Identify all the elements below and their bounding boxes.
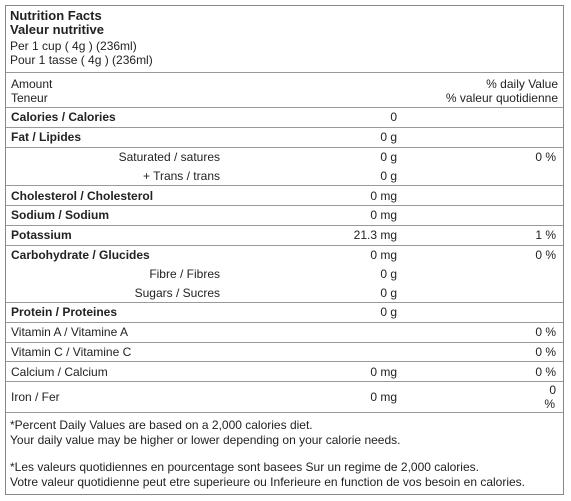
table-row [6, 322, 563, 342]
table-row [6, 147, 563, 166]
nutrient-amount: 0 g [380, 266, 397, 281]
nutrient-dv [403, 264, 563, 283]
nutrient-label: Fat / Lipides [6, 127, 224, 147]
table-row [6, 108, 563, 128]
table-row [6, 186, 563, 206]
dv-label-en: % daily Value [486, 77, 558, 91]
nutrient-dv [403, 205, 563, 225]
nutrient-label: Calcium / Calcium [6, 362, 224, 382]
serving-size-en: Per 1 cup ( 4g ) (236ml) [10, 39, 137, 53]
nutrient-dv [403, 108, 563, 128]
nutrient-label: Sodium / Sodium [6, 205, 224, 225]
column-header-row [6, 73, 563, 108]
nutrient-label: Potassium [6, 225, 224, 245]
nutrient-amount: 0 mg [224, 186, 403, 206]
dv-label-fr: % valeur quotidienne [445, 91, 558, 105]
nutrient-dv [403, 166, 563, 185]
nutrient-dv-unit: % [544, 397, 555, 412]
daily-value-header [403, 73, 563, 108]
nutrient-label: Sugars / Sucres [134, 285, 220, 300]
amount-header [6, 73, 224, 108]
title-en: Nutrition Facts [10, 8, 102, 23]
nutrition-facts-panel [5, 5, 564, 495]
nutrient-dv: 0 % [403, 245, 563, 264]
table-row [6, 283, 563, 302]
table-row [6, 166, 563, 185]
nutrient-amount: 0 mg [224, 205, 403, 225]
nutrient-amount: 0 mg [224, 362, 403, 382]
nutrient-dv [403, 186, 563, 206]
nutrient-dv: 0 % [403, 147, 563, 166]
footnote [6, 412, 563, 490]
nutrient-label: Carbohydrate / Glucides [6, 245, 224, 264]
table-row [6, 127, 563, 147]
table-row [6, 342, 563, 362]
nutrient-label: Vitamin C / Vitamine C [6, 342, 224, 362]
table-row [6, 245, 563, 264]
nutrient-label: Cholesterol / Cholesterol [6, 186, 224, 206]
nutrient-amount: 0 g [380, 168, 397, 183]
nutrient-dv [403, 127, 563, 147]
nutrient-dv: 0 % [403, 362, 563, 382]
table-row [6, 225, 563, 245]
nutrient-dv [403, 382, 563, 413]
nutrient-dv-value: 0 [549, 383, 556, 398]
nutrient-label: Protein / Proteines [6, 302, 224, 322]
table-row [6, 205, 563, 225]
nutrient-dv: 0 % [403, 342, 563, 362]
nutrient-amount: 0 g [380, 285, 397, 300]
nutrient-label: Saturated / satures [6, 147, 224, 166]
nutrient-amount: 0 [224, 108, 403, 128]
title-fr: Valeur nutritive [10, 22, 104, 37]
nutrient-label: Calories / Calories [6, 108, 224, 128]
nutrient-amount [224, 322, 403, 342]
nutrient-amount: 0 g [224, 127, 403, 147]
table-row [6, 302, 563, 322]
nutrient-amount: 0 mg [224, 382, 403, 413]
nutrient-label: Iron / Fer [6, 382, 224, 413]
footnote-fr-1: *Les valeurs quotidiennes en pourcentage sont basees Sur un regime de 2,000 calories. [10, 460, 479, 475]
nutrient-dv: 1 % [403, 225, 563, 245]
serving-size-fr: Pour 1 tasse ( 4g ) (236ml) [10, 53, 153, 67]
nutrient-dv: 0 % [403, 322, 563, 342]
footnote-fr-2: Votre valeur quotidienne peut etre superieure ou Inferieure en function de vos besoin en calories. [10, 475, 526, 490]
nutrient-amount: 0 g [224, 302, 403, 322]
nutrient-table [6, 72, 563, 412]
nutrient-dv [403, 283, 563, 302]
nutrient-amount: 21.3 mg [224, 225, 403, 245]
nutrition-header [6, 6, 563, 72]
nutrient-amount [224, 342, 403, 362]
nutrient-label: Vitamin A / Vitamine A [6, 322, 224, 342]
nutrient-label: Fibre / Fibres [149, 266, 220, 281]
footnote-en-1: *Percent Daily Values are based on a 2,000 calories diet. [10, 418, 313, 433]
nutrient-amount: 0 mg [224, 245, 403, 264]
footnote-en-2: Your daily value may be higher or lower depending on your calorie needs. [10, 433, 401, 448]
nutrient-amount: 0 g [224, 147, 403, 166]
nutrient-label: + Trans / trans [142, 168, 220, 183]
amount-label-fr: Teneur [11, 91, 48, 105]
table-row [6, 264, 563, 283]
nutrient-dv [403, 302, 563, 322]
table-row [6, 362, 563, 382]
amount-label-en: Amount [11, 77, 53, 91]
table-row [6, 382, 563, 413]
